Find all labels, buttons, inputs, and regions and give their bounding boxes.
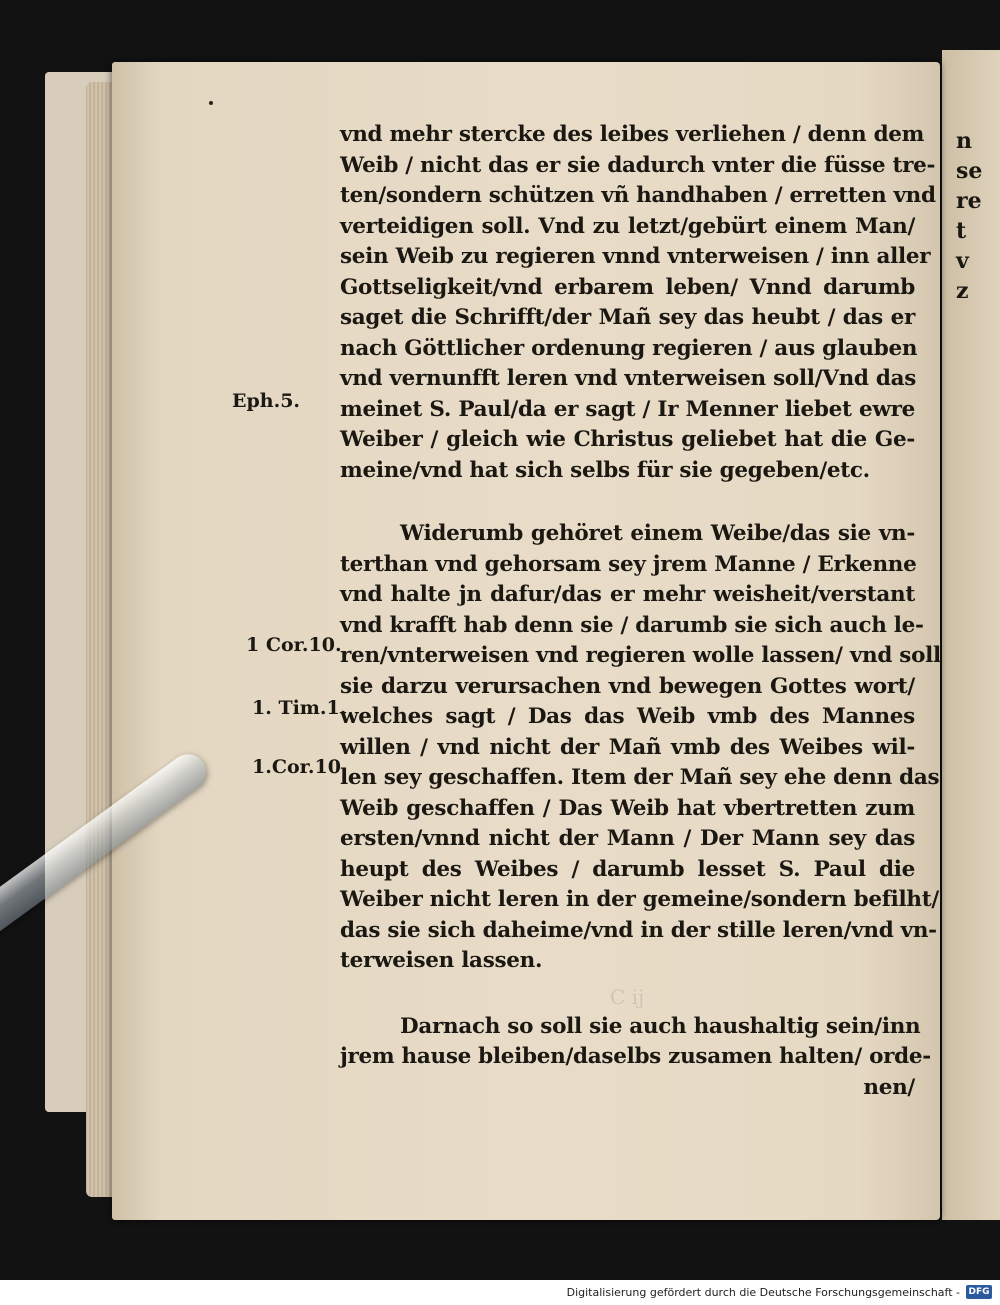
facing-page-fragment: t [956, 218, 967, 244]
margin-note-eph: Eph.5. [232, 390, 301, 412]
text-line: heupt des Weibes / darumb lesset S. Paul die [340, 856, 915, 882]
text-line: Gottseligkeit/vnd erbarem leben/ Vnnd darumb [340, 274, 915, 300]
ink-dot [209, 101, 213, 105]
text-line: Weiber nicht leren in der gemeine/sondern befilht/ [340, 887, 939, 912]
margin-note-cor2: 1.Cor.10. [252, 756, 348, 778]
text-line: verteidigen soll. Vnd zu letzt/gebürt einem Man/ [340, 213, 915, 239]
text-line: welches sagt / Das das Weib vmb des Mannes [340, 704, 915, 729]
footer-bar [0, 1280, 1000, 1305]
text-line: terweisen lassen. [340, 948, 543, 973]
page-text [340, 120, 941, 1103]
text-line: Widerumb gehöret einem Weibe/das sie vn- [400, 521, 915, 546]
text-line: ersten/vnnd nicht der Mann / Der Mann sey das [340, 826, 915, 851]
margin-note-tim: 1. Tim.1. [252, 697, 347, 719]
facing-page-fragment: n [956, 128, 972, 154]
text-line: vnd mehr stercke des leibes verliehen / denn dem [340, 122, 925, 147]
text-line: nach Göttlicher ordenung regieren / aus glauben [340, 335, 918, 361]
text-line: terthan vnd gehorsam sey jrem Manne / Erkenne [340, 551, 917, 577]
text-line: vnd halte jn dafur/das er mehr weisheit/verstant [340, 582, 915, 607]
facing-page-fragment: se [956, 158, 983, 184]
text-line: ren/vnterweisen vnd regieren wolle lassen/ vnd soll [340, 643, 941, 668]
margin-note-cor1: 1 Cor.10. [246, 634, 342, 656]
text-line: len sey geschaffen. Item der Mañ sey ehe denn das [340, 765, 940, 790]
text-line: sein Weib zu regieren vnnd vnterweisen / inn aller [340, 244, 931, 269]
facing-page-fragment: z [956, 278, 969, 304]
text-line: Weiber / gleich wie Christus geliebet hat die Ge- [340, 427, 915, 452]
text-line: ten/sondern schützen vñ handhaben / erretten vnd [340, 183, 936, 208]
text-line: das sie sich daheime/vnd in der stille leren/vnd vn- [340, 917, 937, 943]
signature-mark: C ij [610, 985, 645, 1009]
footer-credit: Digitalisierung gefördert durch die Deutsche Forschungsgemeinschaft - [566, 1286, 960, 1299]
text-line: Weib geschaffen / Das Weib hat vbertretten zum [340, 795, 915, 821]
text-line: meine/vnd hat sich selbs für sie gegeben/etc. [340, 457, 870, 483]
catchword: nen/ [863, 1074, 915, 1100]
text-line: willen / vnd nicht der Mañ vmb des Weibes wil- [340, 734, 915, 760]
facing-page-edge [942, 50, 1000, 1220]
text-line: Weib / nicht das er sie dadurch vnter die füsse tre- [340, 152, 936, 178]
text-line: saget die Schrifft/der Mañ sey das heubt / das er [340, 305, 915, 330]
dfg-logo: DFG [966, 1285, 992, 1299]
facing-page-fragment: re [956, 188, 982, 214]
text-line: vnd krafft hab denn sie / darumb sie sich auch le- [340, 612, 924, 638]
paragraph-gap [340, 486, 915, 519]
facing-page-fragment: v [956, 248, 969, 274]
text-line: jrem hause bleiben/daselbs zusamen halten/ orde- [340, 1044, 931, 1069]
text-line: Darnach so soll sie auch haushaltig sein/inn [400, 1013, 921, 1039]
text-line: sie darzu verursachen vnd bewegen Gottes wort/ [340, 673, 915, 699]
text-line: vnd vernunfft leren vnd vnterweisen soll/Vnd das [340, 366, 917, 391]
text-line: meinet S. Paul/da er sagt / Ir Menner liebet ewre [340, 396, 915, 422]
